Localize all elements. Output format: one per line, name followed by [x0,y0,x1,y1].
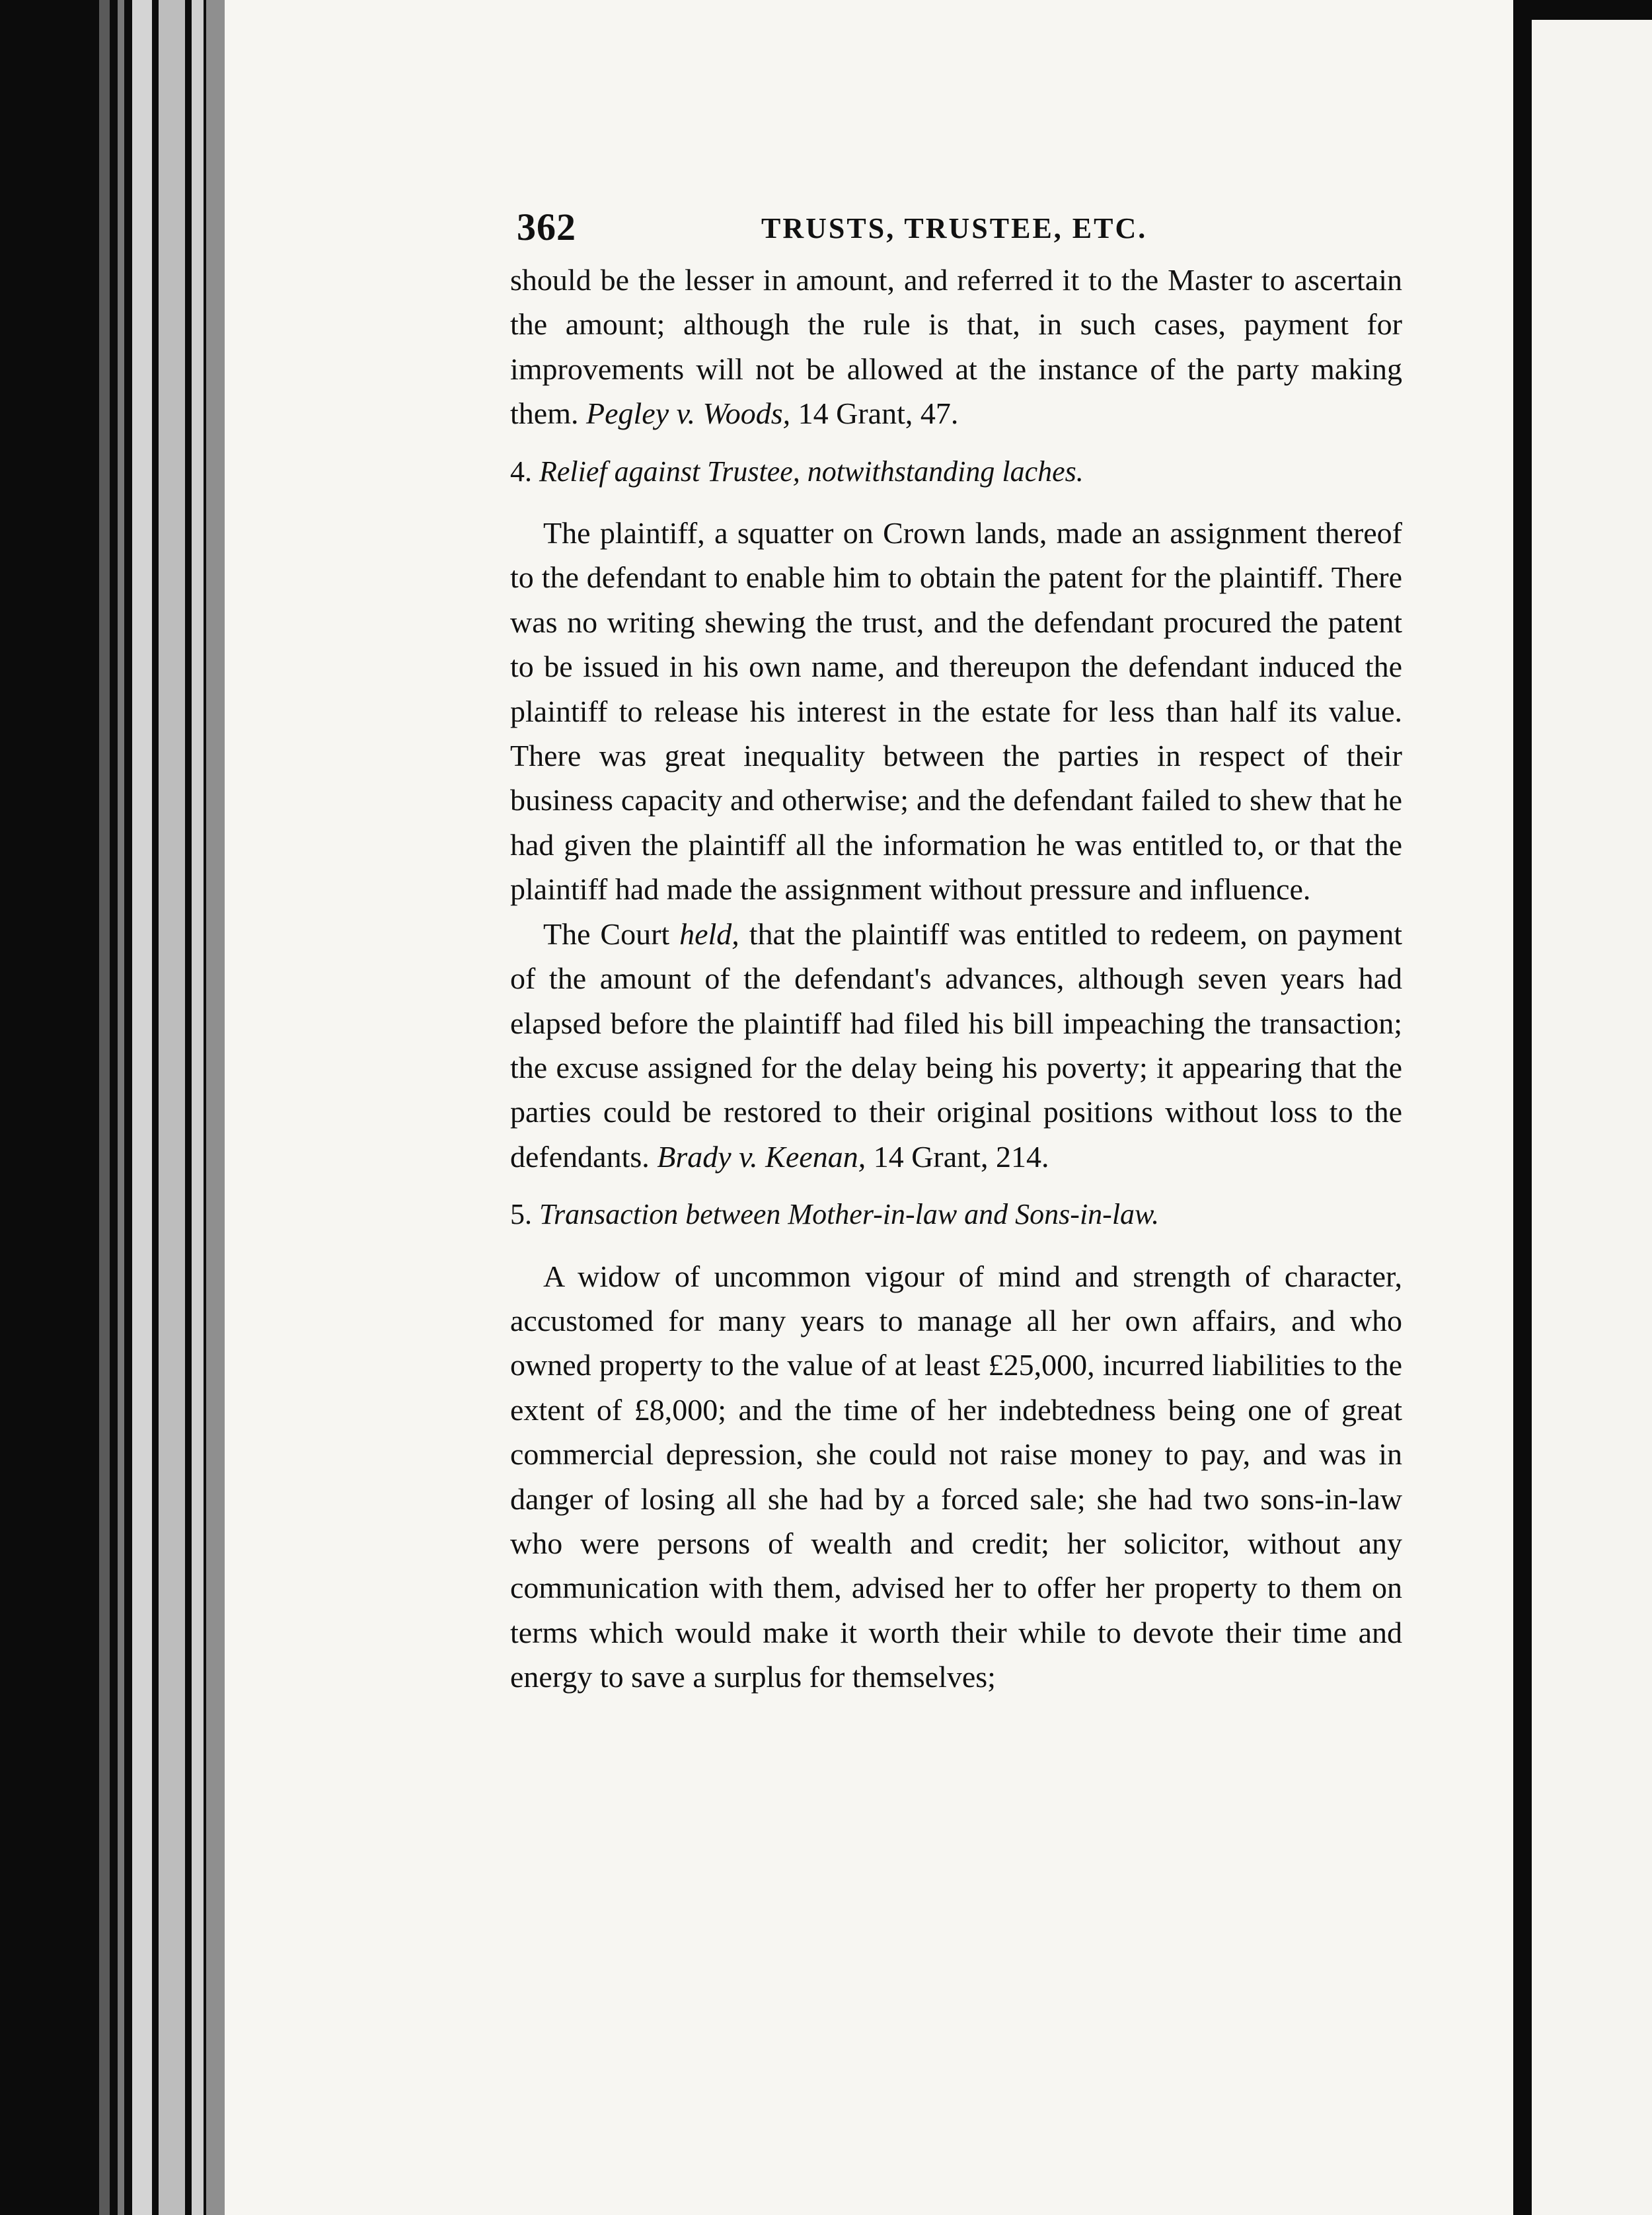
section-heading-5 [510,1192,1402,1236]
continuation-paragraph [510,258,1402,436]
paragraph-text: that the plaintiff was entitled to redeem, on payment of the amount of the defendant's advances, although seven years had elapsed before the plaintiff had filed his bill impeaching the transaction; the excuse assigned for the delay being his poverty; it appearing that the parties could be restored to their original positions without loss to the defendants. [510,917,1402,1174]
case-citation: 14 Grant, 47. [798,396,959,431]
section-number: 4. [510,455,532,488]
book-spine-edge [192,0,204,2215]
section-number: 5. [510,1198,532,1231]
book-spine-edge [99,0,110,2215]
section-heading-4 [510,449,1402,494]
case-name: Brady v. Keenan, [657,1139,866,1174]
page-text [510,205,1402,1700]
section-5-paragraph-1: A widow of uncommon vigour of mind and strength of character, accustomed for many years to manage all her own affairs, and who owned property to the value of at least £25,000, incurred liabilities to the extent of £8,000; and the time of her indebtedness being one of great commercial depression, she could not raise money to pay, and was in danger of losing all she had by a forced sale; she had two sons-in-law who were persons of wealth and credit; her solicitor, without any communication with them, advised her to offer her property to them on terms which would make it worth their while to devote their time and energy to save a surplus for themselves; [510,1259,1402,1694]
page-number: 362 [517,206,576,248]
emphasis-text: held, [679,917,739,951]
book-spine-edge [118,0,124,2215]
page-header [510,205,1402,258]
continuation-text: should be the lesser in amount, and referred it to the Master to ascertain the amount; although the rule is that, in such cases, payment for improvements will not be allowed at the instance of the party making them. [510,263,1402,431]
case-name: Pegley v. Woods, [585,396,791,431]
section-title: Relief against Trustee, notwithstanding laches. [539,455,1084,488]
case-citation: 14 Grant, 214. [873,1139,1049,1174]
section-title: Transaction between Mother-in-law and Sons-in-law. [539,1198,1160,1231]
section-4-paragraph-1: The plaintiff, a squatter on Crown lands, made an assignment thereof to the defendant to enable him to obtain the patent for the plaintiff. There was no writing shewing the trust, and the defendant procured the patent to be issued in his own name, and thereupon the defendant induced the plaintiff to release his interest in the estate for less than half its value. There was great inequality between the parties in respect of their business capacity and otherwise; and the defendant failed to shew that he had given the plaintiff all the information he was entitled to, or that the plaintiff had made the assignment without pressure and influence. [510,516,1402,907]
facing-page-edge [1532,20,1652,2215]
section-4-paragraph-2 [510,912,1402,1179]
page-gutter [1513,0,1532,2215]
running-head: TRUSTS, TRUSTEE, ETC. [761,212,1148,244]
paragraph-text: The Court [543,917,670,951]
book-spine-edge [206,0,225,2215]
book-spine-edge [132,0,152,2215]
book-spine-edge [159,0,185,2215]
